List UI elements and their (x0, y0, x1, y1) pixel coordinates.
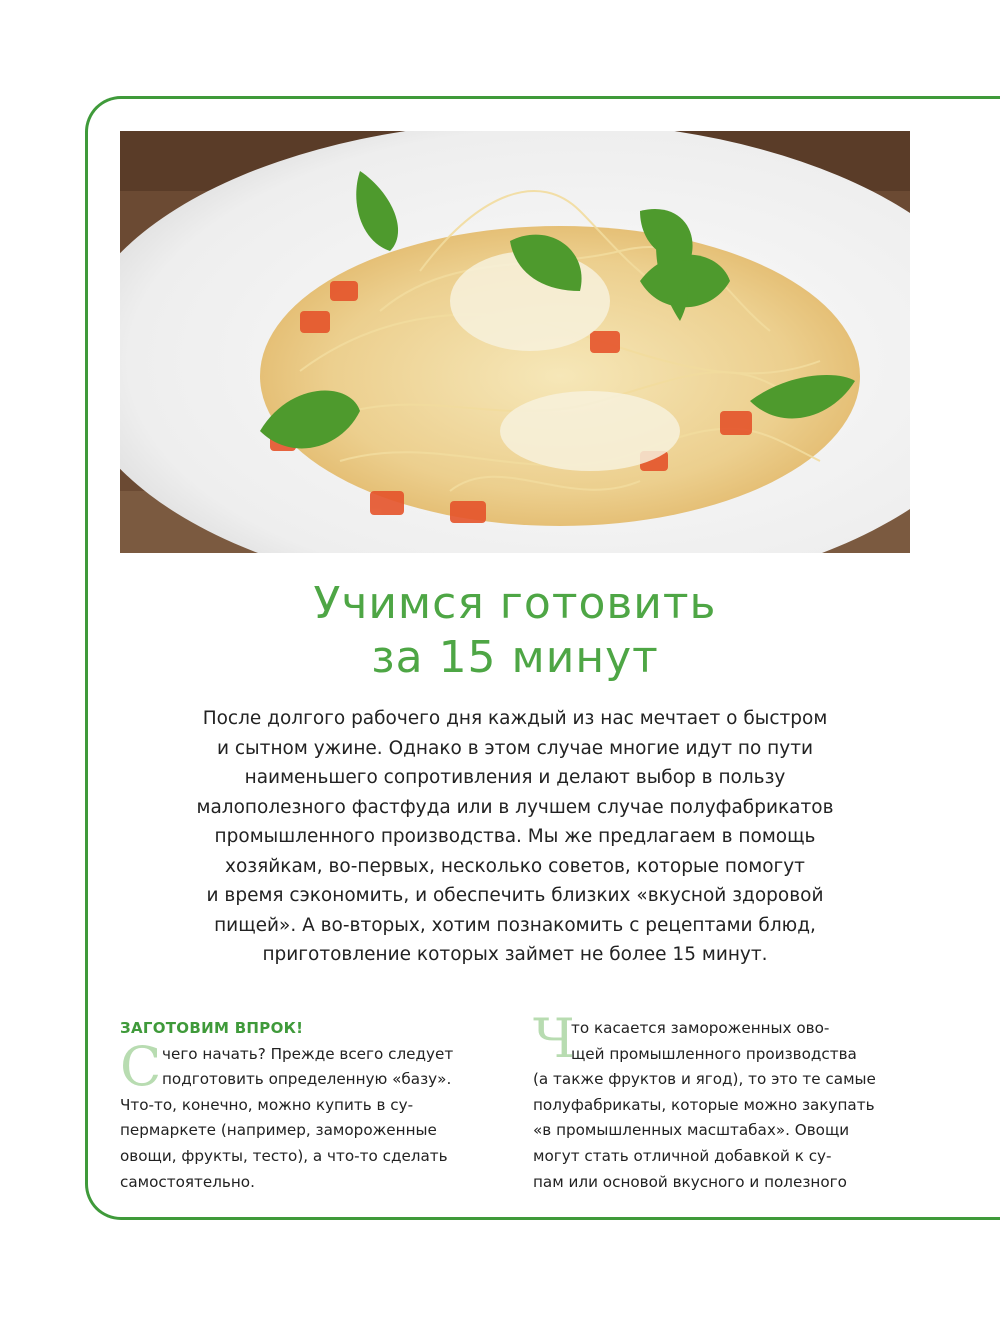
intro-line: промышленного производства. Мы же предлагаем в помощь (214, 826, 816, 847)
left-line: подготовить определенную «базу». (162, 1070, 452, 1089)
left-column (120, 1016, 490, 1195)
intro-line: и время сэкономить, и обеспечить близких «вкусной здоровой (206, 885, 824, 906)
right-line: (а также фруктов и ягод), то это те самые (533, 1070, 876, 1089)
intro-line: приготовление которых займет не более 15 минут. (262, 944, 768, 965)
right-line: щей промышленного производства (571, 1044, 857, 1063)
dropcap-right: Ч (533, 1007, 575, 1070)
intro-line: наименьшего сопротивления и делают выбор в пользу (244, 767, 786, 788)
intro-line: малополезного фастфуда или в лучшем случае полуфабрикатов (196, 796, 834, 818)
left-line: пермаркете (например, замороженные (120, 1121, 437, 1140)
left-line: чего начать? Прежде всего следует (162, 1044, 454, 1063)
intro-line: пищей». А во-вторых, хотим познакомить с рецептами блюд, (214, 914, 816, 936)
dropcap-left: С (120, 1035, 162, 1098)
intro-line: хозяйкам, во-первых, несколько советов, которые помогут (225, 855, 805, 877)
pasta-illustration (120, 131, 910, 553)
section-heading: ЗАГОТОВИМ ВПРОК! (120, 1019, 304, 1037)
pasta-photo (120, 131, 910, 553)
right-column (533, 1007, 903, 1195)
right-line: то касается замороженных ово- (571, 1019, 830, 1037)
intro-paragraph (140, 704, 890, 970)
intro-line: После долгого рабочего дня каждый из нас мечтает о быстром (202, 708, 828, 729)
right-line: могут стать отличной добавкой к су- (533, 1146, 832, 1165)
left-line: овощи, фрукты, тесто), а что-то сделать (120, 1146, 448, 1165)
right-line: «в промышленных масштабах». Овощи (533, 1121, 850, 1140)
left-line: Что-то, конечно, можно купить в су- (120, 1095, 414, 1114)
right-line: пам или основой вкусного и полезного (533, 1172, 847, 1191)
page-title-line1: Учимся готовить (313, 578, 717, 629)
left-line: самостоятельно. (120, 1172, 255, 1191)
right-line: полуфабрикаты, которые можно закупать (533, 1095, 875, 1114)
page-title-line2: за 15 минут (371, 632, 659, 683)
intro-line: и сытном ужине. Однако в этом случае многие идут по пути (216, 737, 814, 759)
